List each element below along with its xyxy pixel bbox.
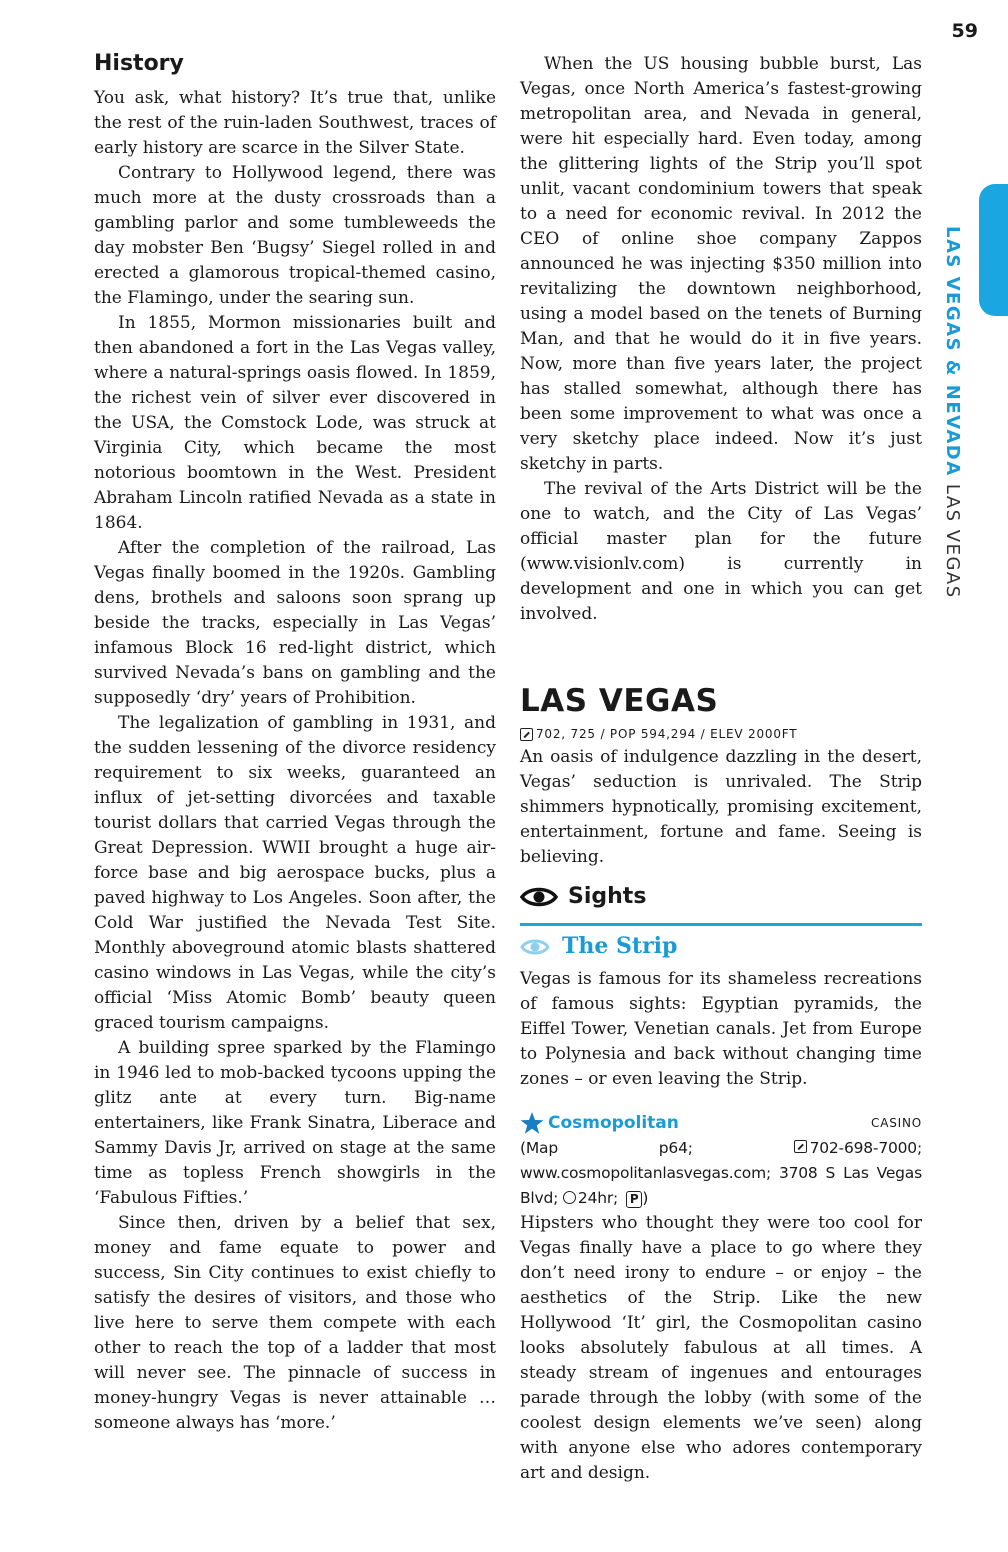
history-paragraph: The legalization of gambling in 1931, and the sudden lessening of the divorce residency requirement to six weeks, guaranteed an influx of jet-setting divorcées and taxable tourist dollars that carried Vegas through the Great Depression. WWII brought a huge air-force base and big aerospace bucks, plus a paved highway to Los Angeles. Soon after, the Cold War justified the Nevada Test Site. Monthly aboveground atomic blasts shattered casino windows in Las Vegas, while the city’s official ‘Miss Atomic Bomb’ beauty queen graced tourism campaigns. (94, 713, 496, 1033)
city-title: LAS VEGAS (520, 683, 719, 719)
history-paragraph: After the completion of the railroad, Las Vegas finally boomed in the 1920s. Gambling dens, brothels and saloons soon sprang up beside the tracks, especially in Las Vegas’ infamous Block 16 red-light district, which survived Nevada’s bans on gambling and the supposedly ‘dry’ years of Prohibition. (94, 538, 496, 708)
clock-icon (563, 1191, 576, 1204)
star-icon (520, 1111, 544, 1135)
eye-icon (520, 885, 558, 909)
listing-header (520, 1110, 922, 1136)
listing-info (520, 1136, 922, 1211)
listing-type: CASINO (871, 1116, 922, 1130)
history-paragraph: The revival of the Arts District will be the one to watch, and the City of Las Vegas’ official master plan for the future (www.visionlv.com) is currently in development and one in which you can get involved. (520, 479, 922, 624)
listing-phone: 702-698-7000; (809, 1139, 922, 1157)
chapter-tab (979, 184, 1008, 316)
phone-icon (794, 1140, 807, 1153)
history-paragraph: When the US housing bubble burst, Las Vegas, once North America’s fastest-growing metropolitan area, and Nevada in general, were hit especially hard. Even today, among the glittering lights of the Strip you’ll spot unlit, vacant condominium towers that speak to a need for economic revival. In 2012 the CEO of online shoe company Zappos announced he was injecting $350 million into revitalizing the downtown neighborhood, using a model based on the tenets of Burning Man, and that he would do it in five years. Now, more than five years later, the project has stalled somewhat, although there has been some improvement to what was once a very sketchy place indeed. Now it’s just sketchy in parts. (520, 54, 922, 474)
running-head (940, 226, 964, 626)
right-column (520, 52, 922, 1486)
page-number: 59 (951, 20, 978, 42)
history-paragraph: Since then, driven by a belief that sex, money and fame equate to power and success, Sin City continues to exist chiefly to satisfy the desires of visitors, and those who live here to serve them compete with each other to reach the top of a ladder that most will never see. The pinnacle of success in money-hungry Vegas is never attainable … someone always has ‘more.’ (94, 1213, 496, 1433)
eye-icon (520, 937, 550, 957)
left-column (94, 48, 496, 1436)
sights-heading-label: Sights (568, 884, 647, 909)
listing-name: Cosmopolitan (548, 1113, 679, 1133)
listing-hours: 24hr; (577, 1189, 619, 1207)
history-paragraph: Contrary to Hollywood legend, there was much more at the dusty crossroads than a gambling parlor and some tumbleweeds the day mobster Ben ‘Bugsy’ Siegel rolled in and erected a glamorous tropical-themed casino, the Flamingo, under the searing sun. (94, 163, 496, 308)
listing-description: Hipsters who thought they were too cool for Vegas finally have a place to go where they don’t need irony to endure – or enjoy – the aesthetics of the Strip. Like the new Hollywood ‘It’ girl, the Cosmopolitan casino looks absolutely fabulous at all times. A steady stream of ingenues and entourages parade through the lobby (with some of the coolest design elements we’ve seen) along with anyone else who adores contemporary art and design. (520, 1213, 922, 1483)
history-paragraph: You ask, what history? It’s true that, unlike the rest of the ruin-laden Southwest, traces of early history are scarce in the Silver State. (94, 88, 496, 158)
strip-heading-label: The Strip (562, 933, 678, 959)
sights-heading (520, 884, 922, 909)
listing-map-ref: (Map p64; (520, 1139, 693, 1157)
history-heading: History (94, 51, 184, 76)
listing-address: 3708 S Las Vegas Blvd; (520, 1164, 922, 1207)
city-stats-text: 702, 725 / POP 594,294 / ELEV 2000FT (536, 727, 798, 741)
city-intro: An oasis of indulgence dazzling in the desert, Vegas’ seduction is unrivaled. The Strip shimmers hypnotically, promising excitement, entertainment, fortune and fame. Seeing is believing. (520, 747, 922, 867)
listing-website[interactable]: www.cosmopolitanlasvegas.com; (520, 1164, 771, 1182)
history-paragraph: In 1855, Mormon missionaries built and then abandoned a fort in the Las Vegas valley, where a natural-springs oasis flowed. In 1859, the richest vein of silver ever discovered in the USA, the Comstock Lode, was struck at Virginia City, which became the most notorious boomtown in the West. President Abraham Lincoln ratified Nevada as a state in 1864. (94, 313, 496, 533)
strip-heading (520, 934, 922, 959)
history-paragraph: A building spree sparked by the Flamingo in 1946 led to mob-backed tycoons upping the glitz ante at every turn. Big-name entertainers, like Frank Sinatra, Liberace and Sammy Davis Jr, arrived on stage at the same time as topless French showgirls in the ‘Fabulous Fifties.’ (94, 1038, 496, 1208)
running-head-primary: LAS VEGAS & NEVADA (942, 226, 963, 477)
listing-info-close: ) (642, 1189, 649, 1207)
phone-icon (520, 728, 533, 741)
parking-icon: P (626, 1191, 643, 1208)
running-head-secondary: LAS VEGAS (942, 483, 963, 599)
section-rule (520, 923, 922, 926)
strip-intro: Vegas is famous for its shameless recreations of famous sights: Egyptian pyramids, the Eiffel Tower, Venetian canals. Jet from Europe to Polynesia and back without changing time zones – or even leaving the Strip. (520, 969, 922, 1089)
city-stats (520, 725, 922, 743)
